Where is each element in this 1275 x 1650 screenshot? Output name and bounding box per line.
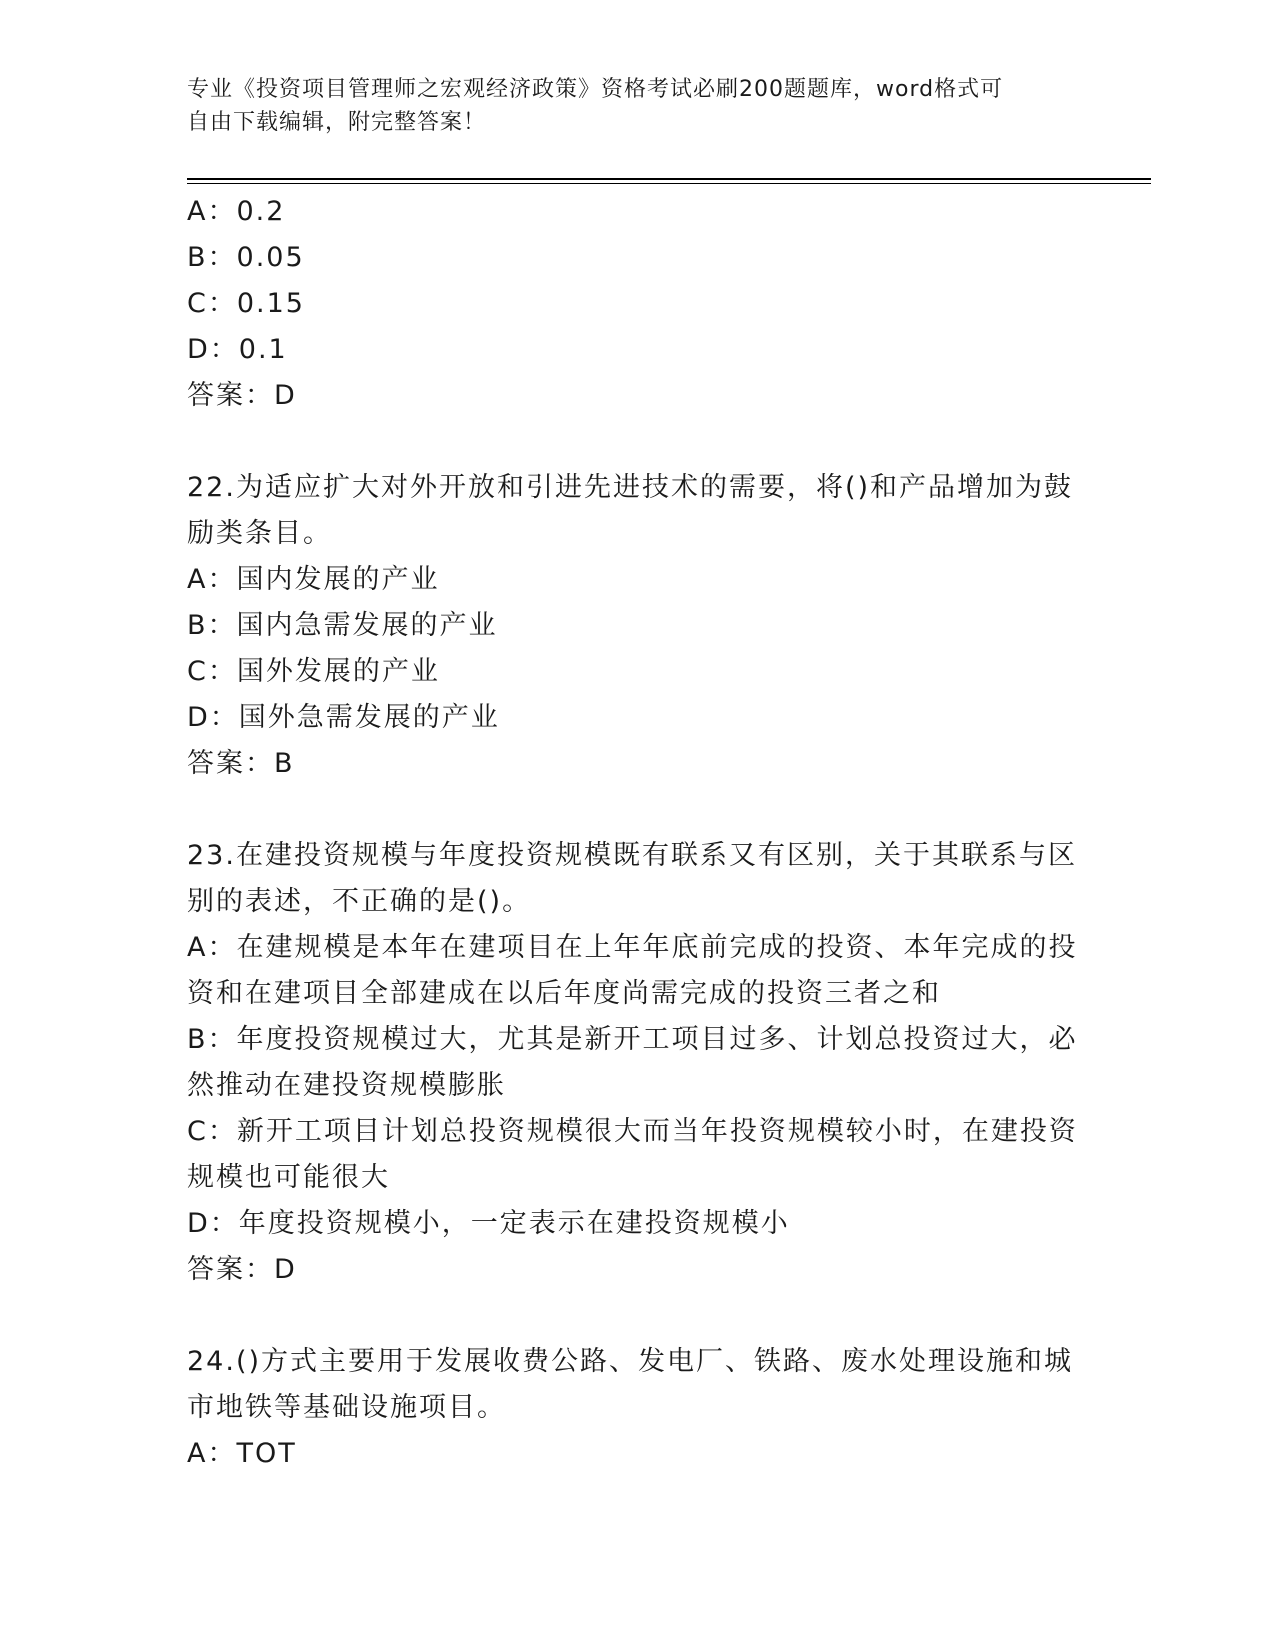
option-b: B：年度投资规模过大，尤其是新开工项目过多、计划总投资过大，必 [187,1024,1078,1055]
option-a: A：0.2 [187,196,286,227]
option-a: A：TOT [187,1438,297,1469]
option-c-cont: 规模也可能很大 [187,1162,390,1193]
option-d: D：年度投资规模小，一定表示在建投资规模小 [187,1208,790,1239]
option-c: C：0.15 [187,288,305,319]
option-d: D：国外急需发展的产业 [187,702,500,733]
spacer [187,787,1067,833]
question-24 [187,1339,1074,1477]
option-a: A：国内发展的产业 [187,564,440,595]
option-d: D：0.1 [187,334,288,365]
question-23 [187,833,1078,1293]
answer-line: 答案：D [187,380,297,411]
spacer [187,1293,1067,1339]
question-stem: 22.为适应扩大对外开放和引进先进技术的需要，将()和产品增加为鼓 [187,472,1074,503]
question-stem-cont: 市地铁等基础设施项目。 [187,1392,506,1423]
question-22 [187,465,1074,787]
question-stem-cont: 励类条目。 [187,518,332,549]
question-stem: 23.在建投资规模与年度投资规模既有联系又有区别，关于其联系与区 [187,840,1077,871]
answer-line: 答案：B [187,748,295,779]
header-line-2: 自由下载编辑，附完整答案！ [187,110,487,135]
header-divider-thin [187,183,1151,184]
option-b: B：0.05 [187,242,305,273]
question-stem: 24.()方式主要用于发展收费公路、发电厂、铁路、废水处理设施和城 [187,1346,1074,1377]
option-b-cont: 然推动在建投资规模膨胀 [187,1070,506,1101]
header-divider-thick [187,178,1151,180]
question-stem-cont: 别的表述，不正确的是()。 [187,886,532,917]
header-line-1: 专业《投资项目管理师之宏观经济政策》资格考试必刷200题题库，word格式可 [187,77,1004,102]
option-a: A：在建规模是本年在建项目在上年年底前完成的投资、本年完成的投 [187,932,1078,963]
spacer [187,419,1067,465]
option-a-cont: 资和在建项目全部建成在以后年度尚需完成的投资三者之和 [187,978,941,1009]
question-list [187,189,1078,1477]
option-c: C：国外发展的产业 [187,656,440,687]
question-21 [187,189,1067,419]
option-c: C：新开工项目计划总投资规模很大而当年投资规模较小时，在建投资 [187,1116,1078,1147]
answer-line: 答案：D [187,1254,297,1285]
option-b: B：国内急需发展的产业 [187,610,498,641]
document-header [187,73,1067,139]
